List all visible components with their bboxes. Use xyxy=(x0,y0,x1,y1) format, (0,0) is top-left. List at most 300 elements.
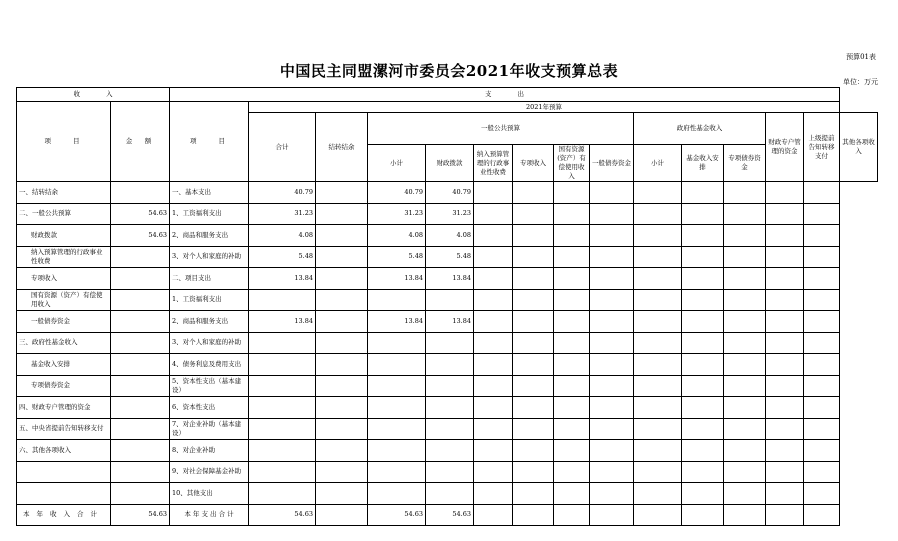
income-item-cell: 六、其他各项收入 xyxy=(17,440,111,462)
income-amount-cell xyxy=(111,461,170,483)
empty-cell xyxy=(634,225,682,247)
gb-subtotal-header: 小计 xyxy=(368,145,426,182)
empty-cell xyxy=(724,289,766,311)
carryover-cell xyxy=(316,418,368,440)
empty-cell xyxy=(724,440,766,462)
income-amount-cell xyxy=(111,246,170,268)
total-cell: 31.23 xyxy=(249,203,316,225)
empty-cell xyxy=(554,461,590,483)
empty-cell xyxy=(634,354,682,376)
empty-cell xyxy=(474,418,513,440)
income-total-label: 本年收入合计 xyxy=(17,504,111,526)
income-item-cell: 纳入预算管理的行政事业性收费 xyxy=(17,246,111,268)
table-row xyxy=(17,440,878,462)
gb-subtotal-cell: 13.84 xyxy=(368,311,426,333)
empty-cell xyxy=(513,268,554,290)
table-row xyxy=(17,203,878,225)
empty-cell xyxy=(513,397,554,419)
empty-cell xyxy=(590,461,634,483)
empty-cell xyxy=(766,397,804,419)
totals-row xyxy=(17,504,878,526)
income-item-cell: 一、结转结余 xyxy=(17,182,111,204)
income-item-cell: 专项债券资金 xyxy=(17,375,111,397)
empty-cell xyxy=(590,182,634,204)
income-amount-cell xyxy=(111,182,170,204)
income-amount-cell xyxy=(111,332,170,354)
empty-cell xyxy=(513,375,554,397)
empty-cell xyxy=(766,483,804,505)
empty-cell xyxy=(682,332,724,354)
empty-cell xyxy=(554,332,590,354)
carryover-cell xyxy=(316,203,368,225)
income-amount-cell xyxy=(111,289,170,311)
gb-subtotal-cell xyxy=(368,397,426,419)
total-sum-cell: 54.63 xyxy=(249,504,316,526)
total-cell: 13.84 xyxy=(249,311,316,333)
empty-cell xyxy=(724,203,766,225)
empty-cell xyxy=(590,354,634,376)
empty-cell xyxy=(724,332,766,354)
empty-cell xyxy=(554,289,590,311)
gb-subtotal-cell: 13.84 xyxy=(368,268,426,290)
table-row xyxy=(17,268,878,290)
carryover-cell xyxy=(316,289,368,311)
year-budget-header: 2021年预算 xyxy=(249,102,840,113)
total-cell xyxy=(249,397,316,419)
gb-subtotal-cell xyxy=(368,483,426,505)
income-item-cell xyxy=(17,483,111,505)
empty-cell xyxy=(682,246,724,268)
expense-total-label: 本 年 支 出 合 计 xyxy=(170,504,249,526)
income-item-cell: 国有资源（资产）有偿使用收入 xyxy=(17,289,111,311)
empty-cell xyxy=(634,483,682,505)
empty-cell xyxy=(513,504,554,526)
unit-label: 单位：万元 xyxy=(843,78,878,86)
income-amount-cell xyxy=(111,483,170,505)
gb-fiscal-header: 财政拨款 xyxy=(426,145,474,182)
expense-item-cell: 3、对个人和家庭的补助 xyxy=(170,332,249,354)
table-row xyxy=(17,225,878,247)
gb-fiscal-cell xyxy=(426,418,474,440)
empty-cell xyxy=(724,182,766,204)
income-amount-cell: 54.63 xyxy=(111,203,170,225)
expense-item-cell: 10、其他支出 xyxy=(170,483,249,505)
empty-cell xyxy=(634,268,682,290)
empty-cell xyxy=(682,461,724,483)
empty-cell xyxy=(804,461,840,483)
empty-cell xyxy=(804,332,840,354)
empty-cell xyxy=(554,203,590,225)
budget-table xyxy=(16,87,878,526)
empty-cell xyxy=(513,354,554,376)
gb-subtotal-cell: 5.48 xyxy=(368,246,426,268)
empty-cell xyxy=(804,246,840,268)
gb-admin-fee-header: 纳入预算管理的行政事业性收费 xyxy=(474,145,513,182)
empty-cell xyxy=(634,397,682,419)
empty-cell xyxy=(682,225,724,247)
carryover-cell xyxy=(316,354,368,376)
empty-cell xyxy=(766,311,804,333)
empty-cell xyxy=(766,203,804,225)
income-item-cell: 基金收入安排 xyxy=(17,354,111,376)
total-cell: 4.08 xyxy=(249,225,316,247)
income-item-cell: 四、财政专户管理的资金 xyxy=(17,397,111,419)
empty-cell xyxy=(724,246,766,268)
gb-subtotal-sum-cell: 54.63 xyxy=(368,504,426,526)
empty-cell xyxy=(474,311,513,333)
gov-fund-header: 政府性基金收入 xyxy=(634,113,766,145)
gb-fiscal-cell xyxy=(426,354,474,376)
empty-cell xyxy=(554,225,590,247)
empty-cell xyxy=(766,332,804,354)
income-item-cell: 二、一般公共预算 xyxy=(17,203,111,225)
expense-item-cell: 2、商品和服务支出 xyxy=(170,225,249,247)
empty-cell xyxy=(474,182,513,204)
table-row xyxy=(17,182,878,204)
empty-cell xyxy=(554,354,590,376)
empty-cell xyxy=(682,504,724,526)
form-code: 预算01表 xyxy=(846,53,876,61)
income-amount-cell: 54.63 xyxy=(111,225,170,247)
income-amount-cell xyxy=(111,440,170,462)
carryover-cell xyxy=(316,182,368,204)
income-amount-cell xyxy=(111,375,170,397)
empty-cell xyxy=(682,483,724,505)
empty-cell xyxy=(682,182,724,204)
gb-debt-header: 一般债券资金 xyxy=(590,145,634,182)
total-cell xyxy=(249,332,316,354)
empty-cell xyxy=(474,397,513,419)
empty-cell xyxy=(474,332,513,354)
total-cell xyxy=(249,483,316,505)
carryover-cell xyxy=(316,397,368,419)
carryover-cell xyxy=(316,440,368,462)
table-row xyxy=(17,332,878,354)
income-amount-cell xyxy=(111,418,170,440)
empty-cell xyxy=(513,418,554,440)
gb-special-header: 专项收入 xyxy=(513,145,554,182)
empty-cell xyxy=(634,311,682,333)
empty-cell xyxy=(724,225,766,247)
gb-fiscal-cell: 13.84 xyxy=(426,311,474,333)
empty-cell xyxy=(766,182,804,204)
gb-fiscal-cell xyxy=(426,375,474,397)
empty-cell xyxy=(724,354,766,376)
expense-item-cell: 9、对社会保障基金补助 xyxy=(170,461,249,483)
carryover-cell xyxy=(316,483,368,505)
gb-fiscal-cell xyxy=(426,289,474,311)
income-item-cell: 一般债券资金 xyxy=(17,311,111,333)
empty-cell xyxy=(804,203,840,225)
empty-cell xyxy=(474,354,513,376)
table-row xyxy=(17,289,878,311)
empty-cell xyxy=(474,246,513,268)
total-cell: 13.84 xyxy=(249,268,316,290)
income-item-cell: 三、政府性基金收入 xyxy=(17,332,111,354)
income-item-header: 项 目 xyxy=(17,102,111,182)
empty-cell xyxy=(474,461,513,483)
expense-header: 支 出 xyxy=(170,88,840,102)
empty-cell xyxy=(474,289,513,311)
gf-arrange-header: 基金收入安排 xyxy=(682,145,724,182)
gb-fiscal-cell: 4.08 xyxy=(426,225,474,247)
empty-cell xyxy=(590,375,634,397)
empty-cell xyxy=(682,289,724,311)
income-total-amount: 54.63 xyxy=(111,504,170,526)
gb-subtotal-cell xyxy=(368,418,426,440)
empty-cell xyxy=(724,311,766,333)
empty-cell xyxy=(804,418,840,440)
total-cell: 40.79 xyxy=(249,182,316,204)
empty-cell xyxy=(766,418,804,440)
table-row xyxy=(17,397,878,419)
empty-cell xyxy=(554,246,590,268)
gb-fiscal-cell xyxy=(426,461,474,483)
empty-cell xyxy=(590,440,634,462)
gb-fiscal-cell: 13.84 xyxy=(426,268,474,290)
income-item-cell: 财政拨款 xyxy=(17,225,111,247)
empty-cell xyxy=(682,311,724,333)
carryover-cell xyxy=(316,375,368,397)
total-cell xyxy=(249,354,316,376)
income-amount-header: 金 额 xyxy=(111,102,170,182)
empty-cell xyxy=(474,375,513,397)
empty-cell xyxy=(554,504,590,526)
empty-cell xyxy=(590,268,634,290)
income-amount-cell xyxy=(111,397,170,419)
empty-cell xyxy=(634,461,682,483)
gb-fiscal-cell xyxy=(426,332,474,354)
table-row xyxy=(17,354,878,376)
gb-subtotal-cell xyxy=(368,289,426,311)
empty-cell xyxy=(554,375,590,397)
empty-cell xyxy=(554,418,590,440)
empty-cell xyxy=(804,182,840,204)
empty-cell xyxy=(724,397,766,419)
fiscal-special-header: 财政专户管理的资金 xyxy=(766,113,804,182)
empty-cell xyxy=(590,332,634,354)
gb-fiscal-cell: 31.23 xyxy=(426,203,474,225)
empty-cell xyxy=(724,268,766,290)
empty-cell xyxy=(634,440,682,462)
total-cell xyxy=(249,461,316,483)
gb-fiscal-cell xyxy=(426,483,474,505)
empty-cell xyxy=(554,397,590,419)
empty-cell xyxy=(513,289,554,311)
empty-cell xyxy=(513,332,554,354)
empty-cell xyxy=(474,203,513,225)
income-amount-cell xyxy=(111,311,170,333)
carryover-header: 结转结余 xyxy=(316,113,368,182)
header-row-1 xyxy=(17,88,878,102)
table-row xyxy=(17,461,878,483)
empty-cell xyxy=(682,440,724,462)
expense-item-cell: 4、债务利息及费用支出 xyxy=(170,354,249,376)
empty-cell xyxy=(474,225,513,247)
empty-cell xyxy=(590,397,634,419)
empty-cell xyxy=(724,375,766,397)
gb-subtotal-cell xyxy=(368,440,426,462)
empty-cell xyxy=(682,354,724,376)
empty-cell xyxy=(316,504,368,526)
empty-cell xyxy=(804,225,840,247)
expense-item-header: 项 目 xyxy=(170,102,249,182)
expense-item-cell: 一、基本支出 xyxy=(170,182,249,204)
income-amount-cell xyxy=(111,354,170,376)
expense-item-cell: 1、工资福利支出 xyxy=(170,203,249,225)
empty-cell xyxy=(682,397,724,419)
expense-item-cell: 5、资本性支出（基本建设） xyxy=(170,375,249,397)
empty-cell xyxy=(724,418,766,440)
expense-item-cell: 6、资本性支出 xyxy=(170,397,249,419)
carryover-cell xyxy=(316,332,368,354)
empty-cell xyxy=(474,440,513,462)
empty-cell xyxy=(513,483,554,505)
empty-cell xyxy=(634,182,682,204)
empty-cell xyxy=(766,246,804,268)
table-row xyxy=(17,418,878,440)
expense-item-cell: 8、对企业补助 xyxy=(170,440,249,462)
income-item-cell: 专项收入 xyxy=(17,268,111,290)
empty-cell xyxy=(682,375,724,397)
gb-subtotal-cell: 4.08 xyxy=(368,225,426,247)
empty-cell xyxy=(724,461,766,483)
empty-cell xyxy=(766,289,804,311)
empty-cell xyxy=(634,332,682,354)
empty-cell xyxy=(682,203,724,225)
empty-cell xyxy=(634,289,682,311)
gb-fiscal-cell xyxy=(426,440,474,462)
gb-subtotal-cell xyxy=(368,354,426,376)
empty-cell xyxy=(474,483,513,505)
expense-item-cell: 2、商品和服务支出 xyxy=(170,311,249,333)
empty-cell xyxy=(766,504,804,526)
empty-cell xyxy=(724,504,766,526)
empty-cell xyxy=(804,375,840,397)
gb-subtotal-cell xyxy=(368,375,426,397)
empty-cell xyxy=(554,440,590,462)
empty-cell xyxy=(804,268,840,290)
gb-state-asset-header: 国有资源(资产）有偿使用收入 xyxy=(554,145,590,182)
total-header: 合计 xyxy=(249,113,316,182)
expense-item-cell: 二、项目支出 xyxy=(170,268,249,290)
total-cell xyxy=(249,289,316,311)
expense-item-cell: 3、对个人和家庭的补助 xyxy=(170,246,249,268)
table-row xyxy=(17,375,878,397)
income-item-cell xyxy=(17,461,111,483)
gb-fiscal-cell: 5.48 xyxy=(426,246,474,268)
gf-subtotal-header: 小计 xyxy=(634,145,682,182)
empty-cell xyxy=(766,268,804,290)
gb-subtotal-cell: 31.23 xyxy=(368,203,426,225)
empty-cell xyxy=(590,203,634,225)
empty-cell xyxy=(804,483,840,505)
income-amount-cell xyxy=(111,268,170,290)
empty-cell xyxy=(590,483,634,505)
upper-transfer-header: 上级提前告知转移支付 xyxy=(804,113,840,182)
empty-cell xyxy=(590,311,634,333)
empty-cell xyxy=(474,268,513,290)
empty-cell xyxy=(766,354,804,376)
carryover-cell xyxy=(316,461,368,483)
empty-cell xyxy=(554,483,590,505)
empty-cell xyxy=(804,289,840,311)
expense-item-cell: 1、工资福利支出 xyxy=(170,289,249,311)
general-budget-header: 一般公共预算 xyxy=(368,113,634,145)
empty-cell xyxy=(554,268,590,290)
empty-cell xyxy=(634,504,682,526)
empty-cell xyxy=(590,246,634,268)
empty-cell xyxy=(634,246,682,268)
carryover-cell xyxy=(316,311,368,333)
gb-subtotal-cell: 40.79 xyxy=(368,182,426,204)
empty-cell xyxy=(804,311,840,333)
table-row xyxy=(17,311,878,333)
empty-cell xyxy=(682,418,724,440)
empty-cell xyxy=(804,397,840,419)
empty-cell xyxy=(766,461,804,483)
expense-item-cell: 7、对企业补助（基本建设） xyxy=(170,418,249,440)
total-cell xyxy=(249,440,316,462)
empty-cell xyxy=(634,418,682,440)
carryover-cell xyxy=(316,225,368,247)
empty-cell xyxy=(513,182,554,204)
empty-cell xyxy=(590,504,634,526)
empty-cell xyxy=(766,375,804,397)
empty-cell xyxy=(634,375,682,397)
empty-cell xyxy=(513,461,554,483)
other-income-header: 其他各项收入 xyxy=(840,113,878,182)
total-cell xyxy=(249,418,316,440)
table-row xyxy=(17,483,878,505)
empty-cell xyxy=(724,483,766,505)
total-cell xyxy=(249,375,316,397)
gb-subtotal-cell xyxy=(368,461,426,483)
total-cell: 5.48 xyxy=(249,246,316,268)
gb-fiscal-cell xyxy=(426,397,474,419)
gf-special-debt-header: 专项债券资金 xyxy=(724,145,766,182)
empty-cell xyxy=(682,268,724,290)
empty-cell xyxy=(590,289,634,311)
empty-cell xyxy=(804,504,840,526)
empty-cell xyxy=(513,440,554,462)
carryover-cell xyxy=(316,268,368,290)
empty-cell xyxy=(804,354,840,376)
empty-cell xyxy=(590,225,634,247)
empty-cell xyxy=(554,182,590,204)
income-item-cell: 五、中央省提前告知转移支付 xyxy=(17,418,111,440)
page-title: 中国民主同盟漯河市委员会2021年收支预算总表 xyxy=(279,62,619,80)
empty-cell xyxy=(804,440,840,462)
empty-cell xyxy=(634,203,682,225)
empty-cell xyxy=(554,311,590,333)
gb-fiscal-sum-cell: 54.63 xyxy=(426,504,474,526)
income-header: 收 入 xyxy=(17,88,170,102)
empty-cell xyxy=(513,246,554,268)
empty-cell xyxy=(474,504,513,526)
empty-cell xyxy=(590,418,634,440)
gb-fiscal-cell: 40.79 xyxy=(426,182,474,204)
empty-cell xyxy=(766,225,804,247)
empty-cell xyxy=(513,311,554,333)
table-row xyxy=(17,246,878,268)
empty-cell xyxy=(513,225,554,247)
empty-cell xyxy=(513,203,554,225)
header-row-2 xyxy=(17,102,878,113)
carryover-cell xyxy=(316,246,368,268)
gb-subtotal-cell xyxy=(368,332,426,354)
empty-cell xyxy=(766,440,804,462)
